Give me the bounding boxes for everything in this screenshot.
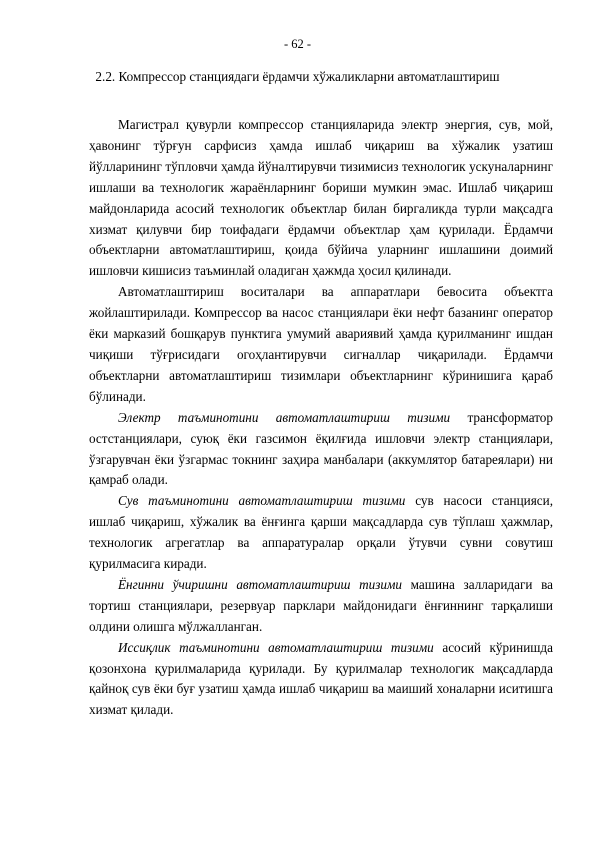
- paragraph-power-supply: [89, 408, 553, 492]
- paragraph-text: Автоматлаштириш воситалари ва аппаратлари бевосита объектга жойлаштирилади. Компрессор ва насос станциялари ёки нефт базанинг оператор ёки марказий бошқарув пунктига умумий авариявий ҳамда қурилманинг ишдан чиқиши тўғрисидаги огоҳлантирувчи сигналлар чиқарилади. Ёрдамчи объектларни автоматлаштириш тизимлари объектларнинг кўринишига қараб бўлинади.: [89, 284, 553, 404]
- paragraph-term: Электр таъминотини автоматлаштириш тизими: [118, 409, 451, 425]
- paragraph-term: Ёнгинни ўчиришни автоматлаштириш тизими: [118, 576, 403, 592]
- paragraph-text: асосий кўринишда қозонхона қурилмаларида қурилади. Бу қурилмалар технологик мақсадларда қайноқ сув ёки буғ узатиш ҳамда ишлаб чиқариш ва маиший хоналарни иситишга хизмат қилади.: [89, 639, 553, 718]
- paragraph-water-supply: [89, 491, 553, 575]
- paragraph-automation-means: [89, 282, 553, 407]
- paragraph-text: Магистрал қувурли компрессор станцияларида электр энергия, сув, мой, ҳавонинг тўрғун сарфисиз ҳамда ишлаб чиқариш ва хўжалик узатиш йўлларининг тўпловчи ҳамда йўналтирувчи тизимисиз технологик ускуналарнинг ишлаши ва технологик жараёнларнинг бориши мумкин эмас. Ишлаб чиқариш майдонларида асосий технологик объектлар билан биргаликда турли мақсадга хизмат қилувчи бир тоифадаги ёрдамчи объектлар ҳам қурилади. Ёрдамчи объектларни автоматлаштириш, қоида бўйича уларнинг ишлашини доимий ишловчи кишисиз таъминлай оладиган ҳажмда ҳосил қилинади.: [89, 117, 553, 279]
- paragraph-fire-extinguishing: [89, 575, 553, 638]
- paragraph-term: Сув таъминотини автоматлаштириш тизими: [118, 493, 406, 509]
- paragraph-text: машина залларидаги ва тортиш станциялари, резервуар парклари майдонидаги ёнғиннинг тарқалиши олдини олишга мўлжалланган.: [89, 576, 553, 634]
- section-title: 2.2. Компрессор станциядаги ёрдамчи хўжаликларни автоматлаштириш: [95, 69, 500, 84]
- paragraph-intro: [89, 115, 553, 282]
- page-number: - 62 -: [283, 37, 312, 51]
- body-text: [89, 115, 553, 721]
- paragraph-text: трансформатор остстанциялари, суюқ ёки газсимон ёқилғида ишловчи электр станциялари, ўзгарувчан ёки ўзгармас токнинг заҳира манбалари (аккумлятор батареялари) ни қамраб олади.: [89, 409, 553, 488]
- paragraph-term: Иссиқлик таъминотини автоматлаштириш тизими: [118, 639, 434, 655]
- paragraph-text: сув насоси станцияси, ишлаб чиқариш, хўжалик ва ёнғинга қарши мақсадларда сув тўплаш ҳажмлар, технологик агрегатлар ва аппаратуралар орқали ўтувчи сувни совутиш қурилмасига киради.: [89, 493, 553, 572]
- paragraph-heat-supply: [89, 638, 553, 722]
